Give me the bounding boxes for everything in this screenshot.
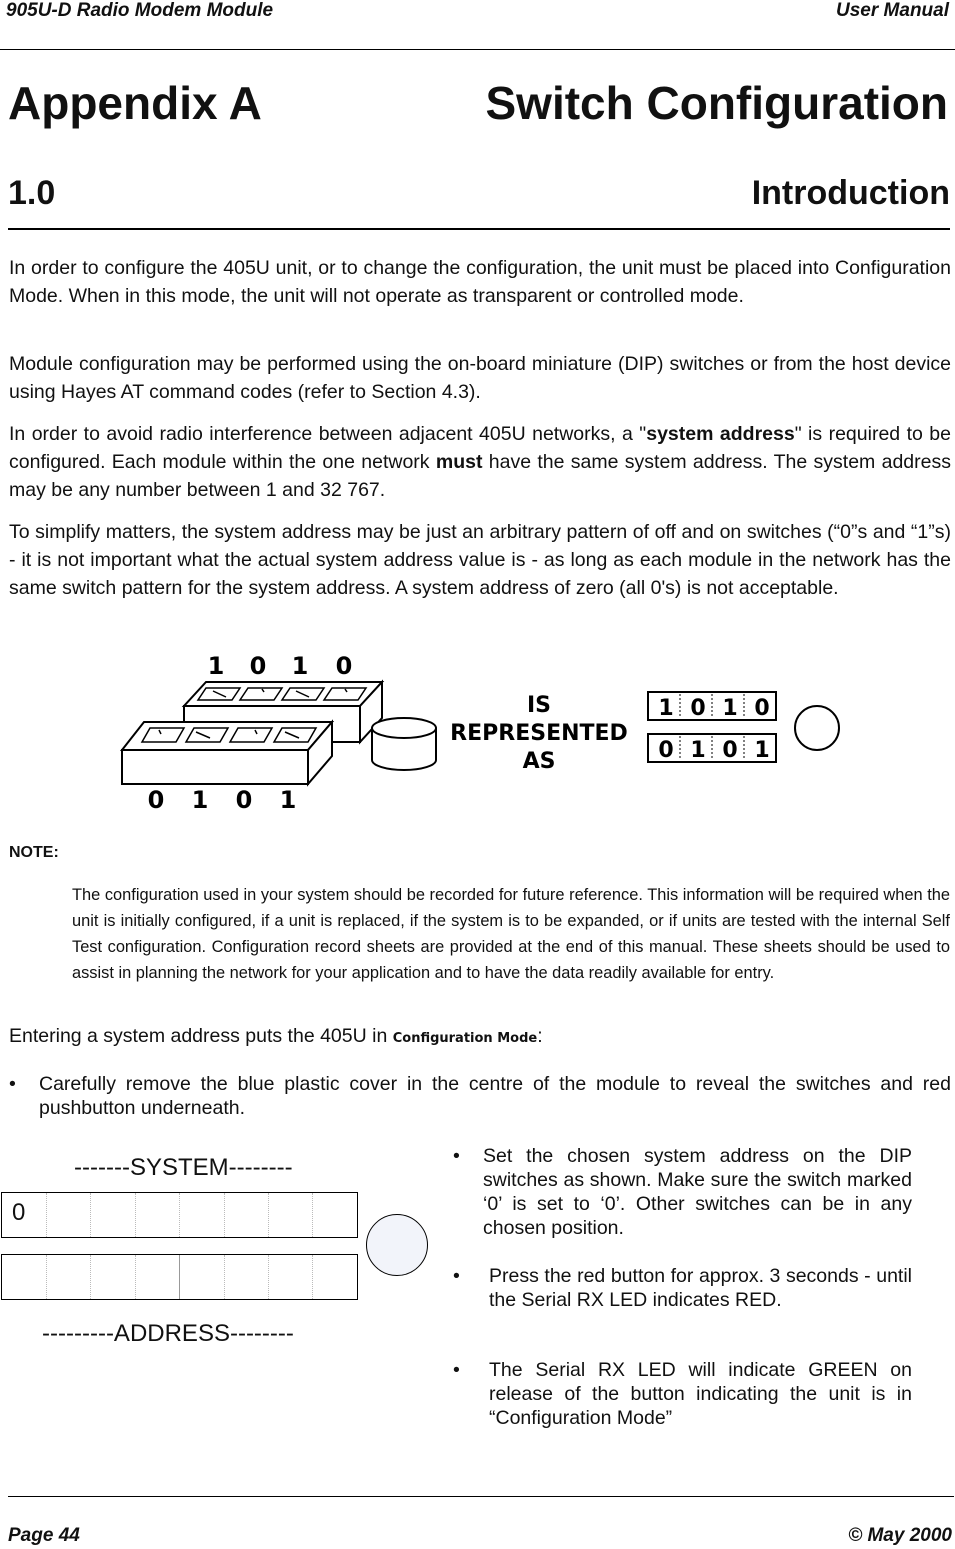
pushbutton-icon	[795, 706, 839, 750]
bullet-marker: •	[453, 1265, 460, 1287]
section-number: 1.0	[8, 174, 56, 212]
row-1-bit: 0	[754, 696, 770, 721]
bottom-bit: 1	[191, 786, 209, 814]
bullet-text: Carefully remove the blue plastic cover in the centre of the module to reveal the switches and red pushbutton underneath.	[39, 1073, 951, 1119]
switch-cell	[224, 1255, 225, 1299]
text-run: In order to avoid radio interference between adjacent 405U networks, a "	[9, 423, 647, 445]
text-run: " is required to be configured. Each module within the one network	[9, 423, 951, 473]
bullet-text: Set the chosen system address on the DIP switches as shown. Make sure the switch marked ‘0’ is set to ‘0’. Other switches can be in any chosen position.	[483, 1145, 912, 1239]
switch-cell	[135, 1193, 136, 1237]
text-run: :	[537, 1025, 543, 1047]
bullet-marker: •	[453, 1145, 460, 1167]
paragraph-methods: Module configuration may be performed using the on-board miniature (DIP) switches or from the host device using Hayes AT command codes (refer to Section 4.3).	[9, 353, 951, 403]
entering-config-mode	[9, 1022, 951, 1053]
note-text: The configuration used in your system should be recorded for future reference. This information will be required when the unit is initially configured, if a unit is replaced, if the system is to be expanded, or if units are tested with the internal Self Test configuration. Configuration record sheets are provided at the end of this manual. These sheets should be used to assist in planning the network for your application and to have the data readily available for entry.	[72, 886, 950, 982]
represented-label: AS	[522, 749, 556, 774]
switch-cell	[90, 1255, 91, 1299]
switch-cell	[135, 1255, 136, 1299]
appendix-label: Appendix A	[8, 77, 262, 129]
represented-label: REPRESENTED	[450, 721, 628, 746]
switch-cell	[90, 1193, 91, 1237]
row-2-bit: 0	[722, 738, 738, 763]
red-pushbutton-icon	[366, 1214, 428, 1276]
appendix-name: Switch Configuration	[485, 77, 948, 129]
bullet-remove-cover	[9, 1072, 951, 1120]
bullet-marker: •	[9, 1073, 16, 1095]
row-2-bit: 1	[754, 738, 770, 763]
first-switch-value: 0	[12, 1199, 26, 1226]
row-1-bit: 1	[658, 696, 674, 721]
switch-cell	[46, 1255, 47, 1299]
system-switch-row	[1, 1192, 358, 1238]
text-run: have the same system address. The system address may be any number between 1 and 32 767.	[9, 451, 951, 501]
bullet-text: Press the red button for approx. 3 seconds - until the Serial RX LED indicates RED.	[489, 1265, 912, 1311]
bullet-text: The Serial RX LED will indicate GREEN on release of the button indicating the unit is in “Configuration Mode”	[489, 1359, 912, 1429]
section-title: Introduction	[751, 174, 950, 212]
row-1-bit: 1	[722, 696, 738, 721]
system-label: -------SYSTEM--------	[74, 1154, 293, 1181]
switch-cell	[312, 1193, 313, 1237]
emphasis-must: must	[435, 451, 483, 473]
appendix-title	[8, 76, 948, 134]
paragraph-switch-pattern: To simplify matters, the system address may be just an arbitrary pattern of off and on switches (“0”s and “1”s) - it is not important what the actual system address value is - as long as each module in the network has the same switch pattern for the system address. A system address of zero (all 0's) is not acceptable.	[9, 521, 951, 599]
dip-switch-figure	[110, 648, 850, 818]
bullet-led-green	[453, 1358, 912, 1430]
top-bit: 1	[207, 652, 225, 680]
bottom-bit: 0	[147, 786, 165, 814]
page-number: Page 44	[8, 1525, 80, 1546]
switch-cell	[312, 1255, 313, 1299]
switch-cell	[268, 1255, 269, 1299]
text-run: Entering a system address puts the 405U in	[9, 1025, 393, 1047]
note-heading: NOTE:	[9, 844, 59, 861]
top-bit: 0	[335, 652, 353, 680]
config-mode-label: Configuration Mode	[392, 1031, 538, 1046]
bullet-press-button	[453, 1264, 912, 1312]
bottom-bit: 0	[235, 786, 253, 814]
section-heading	[8, 174, 950, 230]
cylinder-icon	[372, 718, 436, 770]
switch-cell	[179, 1193, 180, 1237]
emphasis-system-address: system address	[646, 423, 795, 445]
address-switch-row	[1, 1254, 358, 1300]
page-header	[0, 0, 955, 50]
row-2-bit: 0	[658, 738, 674, 763]
paragraph-intro: In order to configure the 405U unit, or to change the configuration, the unit must be placed into Configuration Mode. When in this mode, the unit will not operate as transparent or controlled mode.	[9, 257, 951, 307]
address-label: ---------ADDRESS--------	[42, 1320, 294, 1347]
top-bit: 1	[291, 652, 309, 680]
header-product: 905U-D Radio Modem Module	[6, 0, 274, 21]
header-doc-type: User Manual	[836, 0, 949, 21]
row-2-bit: 1	[690, 738, 706, 763]
copyright-date: © May 2000	[848, 1525, 952, 1546]
switch-cell	[46, 1193, 47, 1237]
top-bit: 0	[249, 652, 267, 680]
paragraph-system-address	[9, 420, 951, 504]
switch-cell	[179, 1255, 180, 1299]
represented-label: IS	[526, 693, 552, 718]
bullet-marker: •	[453, 1359, 460, 1381]
page-footer	[8, 1496, 954, 1546]
switch-cell	[224, 1193, 225, 1237]
bottom-bit: 1	[279, 786, 297, 814]
bullet-set-address	[453, 1144, 912, 1240]
switch-cell	[268, 1193, 269, 1237]
row-1-bit: 0	[690, 696, 706, 721]
